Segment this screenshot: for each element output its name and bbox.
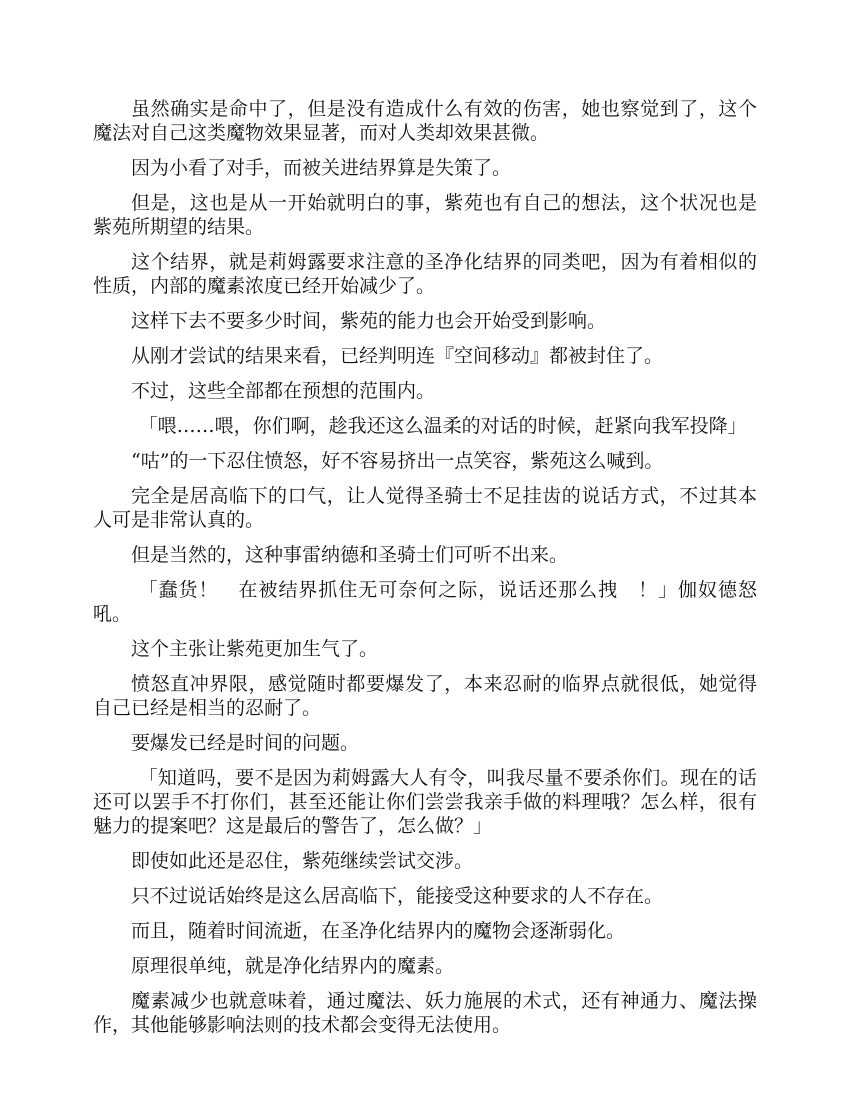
paragraph-21: 魔素减少也就意味着，通过魔法、妖力施展的术式，还有神通力、魔法操作，其他能够影响法则的技术都会变得无法使用。 [93, 990, 757, 1036]
paragraph-9: “咕”的一下忍住愤怒，好不容易挤出一点笑容，紫苑这么喊到。 [131, 450, 664, 472]
paragraph-13: 这个主张让紫苑更加生气了。 [131, 638, 379, 660]
paragraph-19: 而且，随着时间流逝，在圣净化结界内的魔物会逐渐弱化。 [131, 920, 626, 942]
paragraph-4: 这个结界，就是莉姆露要求注意的圣净化结界的同类吧，因为有着相似的性质，内部的魔素浓度已经开始减少了。 [93, 251, 757, 297]
paragraph-14: 愤怒直冲界限，感觉随时都要爆发了，本来忍耐的临界点就很低，她觉得自己已经是相当的忍耐了。 [93, 673, 757, 719]
paragraph-18: 只不过说话始终是这么居高临下，能接受这种要求的人不存在。 [131, 885, 664, 907]
paragraph-17: 即使如此还是忍住，紫苑继续尝试交涉。 [131, 850, 474, 872]
paragraph-11: 但是当然的，这种事雷纳德和圣骑士们可听不出来。 [131, 544, 569, 566]
paragraph-20: 原理很单纯，就是净化结界内的魔素。 [131, 955, 455, 977]
paragraph-10: 完全是居高临下的口气，让人觉得圣骑士不足挂齿的说话方式，不过其本人可是非常认真的。 [93, 485, 757, 531]
paragraph-2: 因为小看了对手，而被关进结界算是失策了。 [131, 157, 512, 179]
document-page [93, 97, 757, 1048]
paragraph-3: 但是，这也是从一开始就明白的事，紫苑也有自己的想法，这个状况也是紫苑所期望的结果。 [93, 192, 757, 238]
paragraph-6: 从刚才尝试的结果来看，已经判明连『空间移动』都被封住了。 [131, 345, 664, 367]
paragraph-7: 不过，这些全部都在预想的范围内。 [131, 380, 436, 402]
paragraph-1: 虽然确实是命中了，但是没有造成什么有效的伤害，她也察觉到了，这个魔法对自己这类魔物效果显著，而对人类却效果甚微。 [93, 98, 757, 144]
paragraph-8-dialogue: 「喂……喂，你们啊，趁我还这么温柔的对话的时候，赶紧向我军投降」 [138, 415, 747, 437]
paragraph-5: 这样下去不要多少时间，紫苑的能力也会开始受到影响。 [131, 310, 607, 332]
paragraph-16-dialogue: 「知道吗，要不是因为莉姆露大人有令，叫我尽量不要杀你们。现在的话还可以罢手不打你们，甚至还能让你们尝尝我亲手做的料理哦？怎么样，很有魅力的提案吧？这是最后的警告了，怎么做？」 [93, 767, 757, 837]
paragraph-12-dialogue: 「蠢货！ 在被结界抓住无可奈何之际，说话还那么拽 ！」伽奴德怒吼。 [93, 579, 757, 625]
paragraph-15: 要爆发已经是时间的问题。 [131, 732, 360, 754]
